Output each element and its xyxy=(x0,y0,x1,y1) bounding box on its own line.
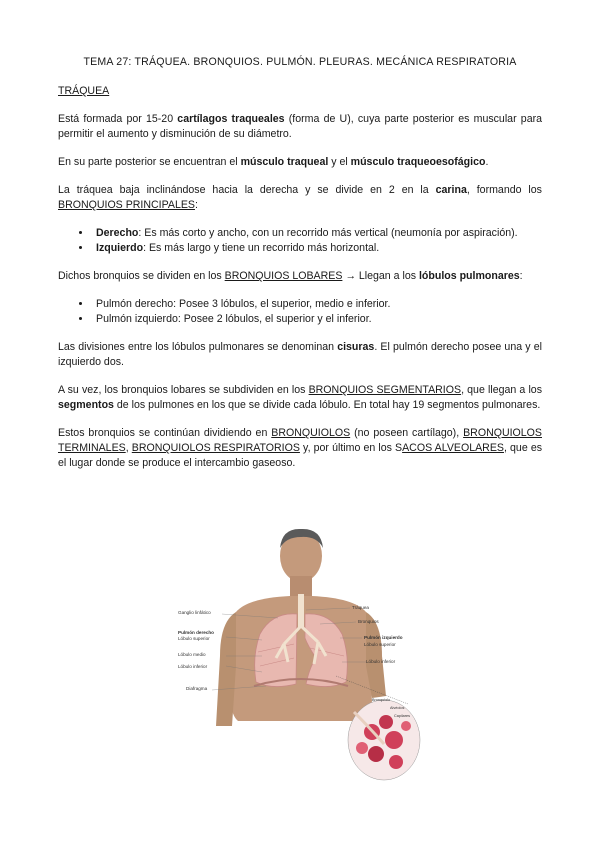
label-lobulo-superior-izquierdo: Lóbulo superior xyxy=(364,642,396,647)
list-item: • Derecho: Es más corto y ancho, con un recorrido más vertical (neumonía por aspiración). xyxy=(92,226,542,241)
list-item: • Pulmón derecho: Posee 3 lóbulos, el superior, medio e inferior. xyxy=(92,297,542,312)
list-item: • Pulmón izquierdo: Posee 2 lóbulos, el superior y el inferior. xyxy=(92,312,542,327)
label-ganglio: Ganglio linfático xyxy=(178,610,211,615)
alveoli-inset xyxy=(348,700,420,780)
respiratory-anatomy-figure xyxy=(176,526,426,788)
label-lobulo-inferior-derecho: Lóbulo inferior xyxy=(178,664,208,669)
list-item: • Izquierdo: Es más largo y tiene un recorrido más horizontal. xyxy=(92,241,542,256)
paragraph-segmentarios: A su vez, los bronquios lobares se subdividen en los BRONQUIOS SEGMENTARIOS, que llegan a los segmentos de los pulmones en los que se divide cada lóbulo. En total hay 19 segmentos pulmonares. xyxy=(58,384,542,411)
paragraph-bronquiolos: Estos bronquios se continúan dividiendo en BRONQUIOLOS (no poseen cartílago), BRONQUIOLOS TERMINALES, BRONQUIOLOS RESPIRATORIOS y, por último en los SACOS ALVEOLARES, que es el lugar donde se produce el intercambio gaseoso. xyxy=(58,427,543,469)
trachea-shape xyxy=(298,594,304,628)
document-title: TEMA 27: TRÁQUEA. BRONQUIOS. PULMÓN. PLEURAS. MECÁNICA RESPIRATORIA xyxy=(83,56,517,68)
paragraph-carina: La tráquea baja inclinándose hacia la derecha y se divide en 2 en la carina, formando los BRONQUIOS PRINCIPALES: xyxy=(58,184,542,211)
anatomy-illustration xyxy=(176,526,426,788)
label-bronquiolo: Bronquiolo xyxy=(372,698,391,702)
label-diafragma: Diafragma xyxy=(186,686,208,691)
label-pulmon-izquierdo: Pulmón izquierdo xyxy=(364,635,403,640)
label-capilares: Capilares xyxy=(394,714,411,718)
label-alveolos: Alvéolos xyxy=(390,706,405,710)
section-heading: TRÁQUEA xyxy=(58,85,110,97)
label-traquea: Tráquea xyxy=(352,605,369,610)
label-lobulo-inferior-izquierdo: Lóbulo inferior xyxy=(366,659,396,664)
paragraph-cisuras: Las divisiones entre los lóbulos pulmonares se denominan cisuras. El pulmón derecho posee una y el izquierdo dos. xyxy=(58,341,542,368)
paragraph-cartilagos: Está formada por 15-20 cartílagos traqueales (forma de U), cuya parte posterior es muscular para permitir el aumento y disminución de su diámetro. xyxy=(58,113,543,140)
right-arm-shape xyxy=(216,612,236,726)
list-bronquios-principales xyxy=(58,226,542,256)
paragraph-bronquios-lobares: Dichos bronquios se dividen en los BRONQUIOS LOBARES → Llegan a los lóbulos pulmonares: xyxy=(58,270,523,282)
label-lobulo-superior-derecho: Lóbulo superior xyxy=(178,636,210,641)
paragraph-musculos: En su parte posterior se encuentran el músculo traqueal y el músculo traqueoesofágico. xyxy=(58,156,489,168)
label-bronquios: Bronquios xyxy=(358,619,379,624)
document-body xyxy=(58,84,542,484)
label-lobulo-medio: Lóbulo medio xyxy=(178,652,206,657)
list-lobulos xyxy=(58,297,542,327)
label-pulmon-derecho: Pulmón derecho xyxy=(178,630,214,635)
